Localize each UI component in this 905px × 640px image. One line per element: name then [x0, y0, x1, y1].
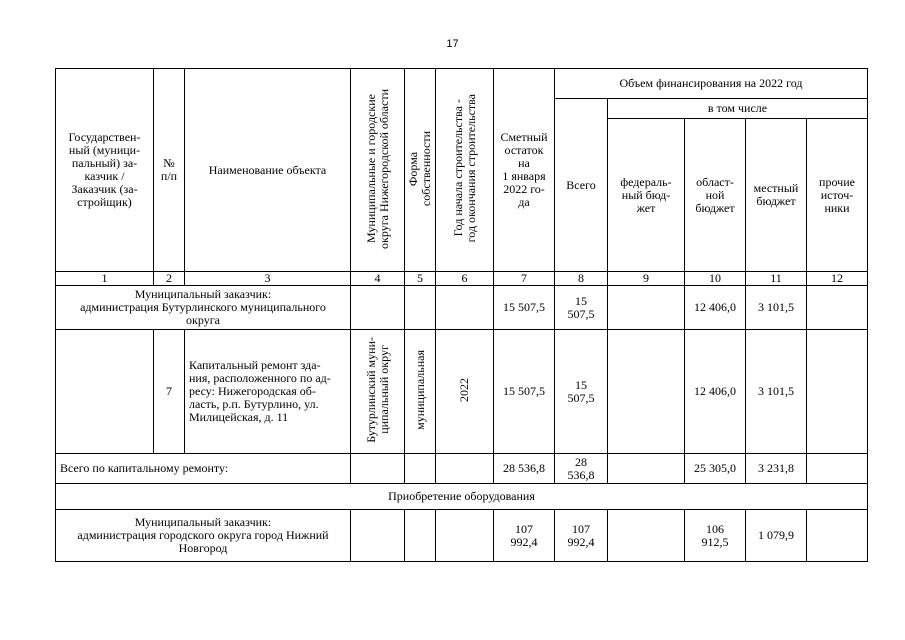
- col-number: 3: [185, 272, 351, 286]
- customer-label: Муниципальный заказчик: администрация Бутурлинского муниципального округа: [56, 286, 351, 330]
- object-municipal: Бутурлинский муни- ципальный округ: [363, 337, 391, 443]
- object-name: Капитальный ремонт зда- ния, расположенного по ад- ресу: Нижегородская об- ласть, р.п. Бутурлино, ул. Милицейская, д. 11: [185, 330, 351, 454]
- regional-cell: 12 406,0: [685, 286, 746, 330]
- col-number: 4: [351, 272, 405, 286]
- header-financing: Объем финансирования на 2022 год: [555, 69, 868, 99]
- estimate-cell: 15 507,5: [494, 286, 555, 330]
- local-cell: 3 231,8: [746, 454, 807, 484]
- local-cell: 1 079,9: [746, 510, 807, 562]
- col-number: 8: [555, 272, 608, 286]
- col-number: 2: [154, 272, 185, 286]
- estimate-cell: 107 992,4: [494, 510, 555, 562]
- header-local: местный бюджет: [746, 119, 807, 272]
- table-row: [56, 454, 868, 484]
- header-num: № п/п: [154, 69, 185, 272]
- header-estimate: Сметный остаток на 1 января 2022 го- да: [494, 69, 555, 272]
- column-numbers-row: [56, 272, 868, 286]
- estimate-cell: 15 507,5: [494, 330, 555, 454]
- regional-cell: 106 912,5: [685, 510, 746, 562]
- col-number: 10: [685, 272, 746, 286]
- col-number: 7: [494, 272, 555, 286]
- col-number: 6: [436, 272, 494, 286]
- header-name: Наименование объекта: [185, 69, 351, 272]
- header-municipal: Муниципальные и городские округа Нижегородской области: [363, 88, 391, 249]
- header-customer: Государствен- ный (муници- пальный) за- казчик / Заказчик (за- стройщик): [56, 69, 154, 272]
- table-row: [56, 510, 868, 562]
- local-cell: 3 101,5: [746, 286, 807, 330]
- table-row: [56, 286, 868, 330]
- header-ownership: Форма собственности: [406, 130, 433, 207]
- local-cell: 3 101,5: [746, 330, 807, 454]
- total-cell: 107 992,4: [555, 510, 608, 562]
- col-number: 9: [608, 272, 685, 286]
- header-total: Всего: [555, 99, 608, 272]
- total-cell: 15 507,5: [555, 286, 608, 330]
- total-cell: 28 536,8: [555, 454, 608, 484]
- estimate-cell: 28 536,8: [494, 454, 555, 484]
- regional-cell: 25 305,0: [685, 454, 746, 484]
- section-title: Приобретение оборудования: [56, 484, 868, 510]
- total-cell: 15 507,5: [555, 330, 608, 454]
- page-number: 17: [446, 38, 459, 50]
- object-year: 2022: [457, 378, 471, 402]
- col-number: 12: [807, 272, 868, 286]
- col-number: 11: [746, 272, 807, 286]
- regional-cell: 12 406,0: [685, 330, 746, 454]
- capital-total-label: Всего по капитальному ремонту:: [56, 454, 351, 484]
- header-years: Год начала строительства - год окончания строительства: [450, 94, 478, 243]
- object-number: 7: [154, 330, 185, 454]
- col-number: 5: [405, 272, 436, 286]
- col-number: 1: [56, 272, 154, 286]
- financing-table: [55, 68, 868, 562]
- header-federal: федераль- ный бюд- жет: [608, 119, 685, 272]
- customer-label: Муниципальный заказчик: администрация городского округа город Нижний Новгород: [56, 510, 351, 562]
- table-row: [56, 330, 868, 454]
- table-row: [56, 484, 868, 510]
- header-other: прочие источ- ники: [807, 119, 868, 272]
- header-regional: област- ной бюджет: [685, 119, 746, 272]
- header-including: в том числе: [608, 99, 868, 119]
- object-ownership: муниципальная: [412, 350, 427, 430]
